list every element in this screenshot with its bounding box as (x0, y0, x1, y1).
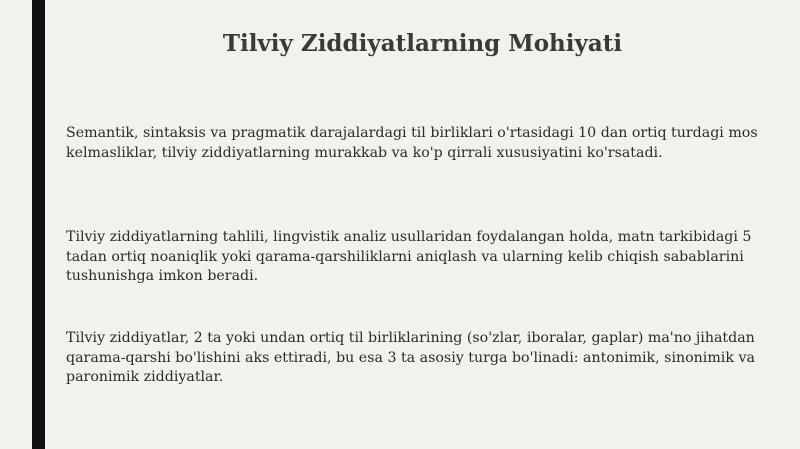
slide-accent-bar (32, 0, 45, 449)
paragraph-semantic-mismatch: Semantik, sintaksis va pragmatik darajalardagi til birliklari o'rtasidagi 10 dan ortiq turdagi mos kelmasliklar, tilviy ziddiyatlarning murakkab va ko'p qirrali xususiyatini ko'rsatadi. (66, 125, 758, 161)
slide-title: Tilviy Ziddiyatlarning Mohiyati (222, 30, 623, 57)
paragraph-analysis: Tilviy ziddiyatlarning tahlili, lingvistik analiz usullaridan foydalangan holda, matn tarkibidagi 5 tadan ortiq noaniqlik yoki qarama-qarshiliklarni aniqlash va ularning kelib chiqish sabablarini tushunishga imkon beradi. (66, 229, 752, 284)
paragraph-types: Tilviy ziddiyatlar, 2 ta yoki undan ortiq til birliklarining (so'zlar, iboralar, gaplar) ma'no jihatdan qarama-qarshi bo'lishini aks ettiradi, bu esa 3 ta asosiy turga bo'linadi: antonimik, sinonimik va paronimik ziddiyatlar. (66, 330, 755, 385)
